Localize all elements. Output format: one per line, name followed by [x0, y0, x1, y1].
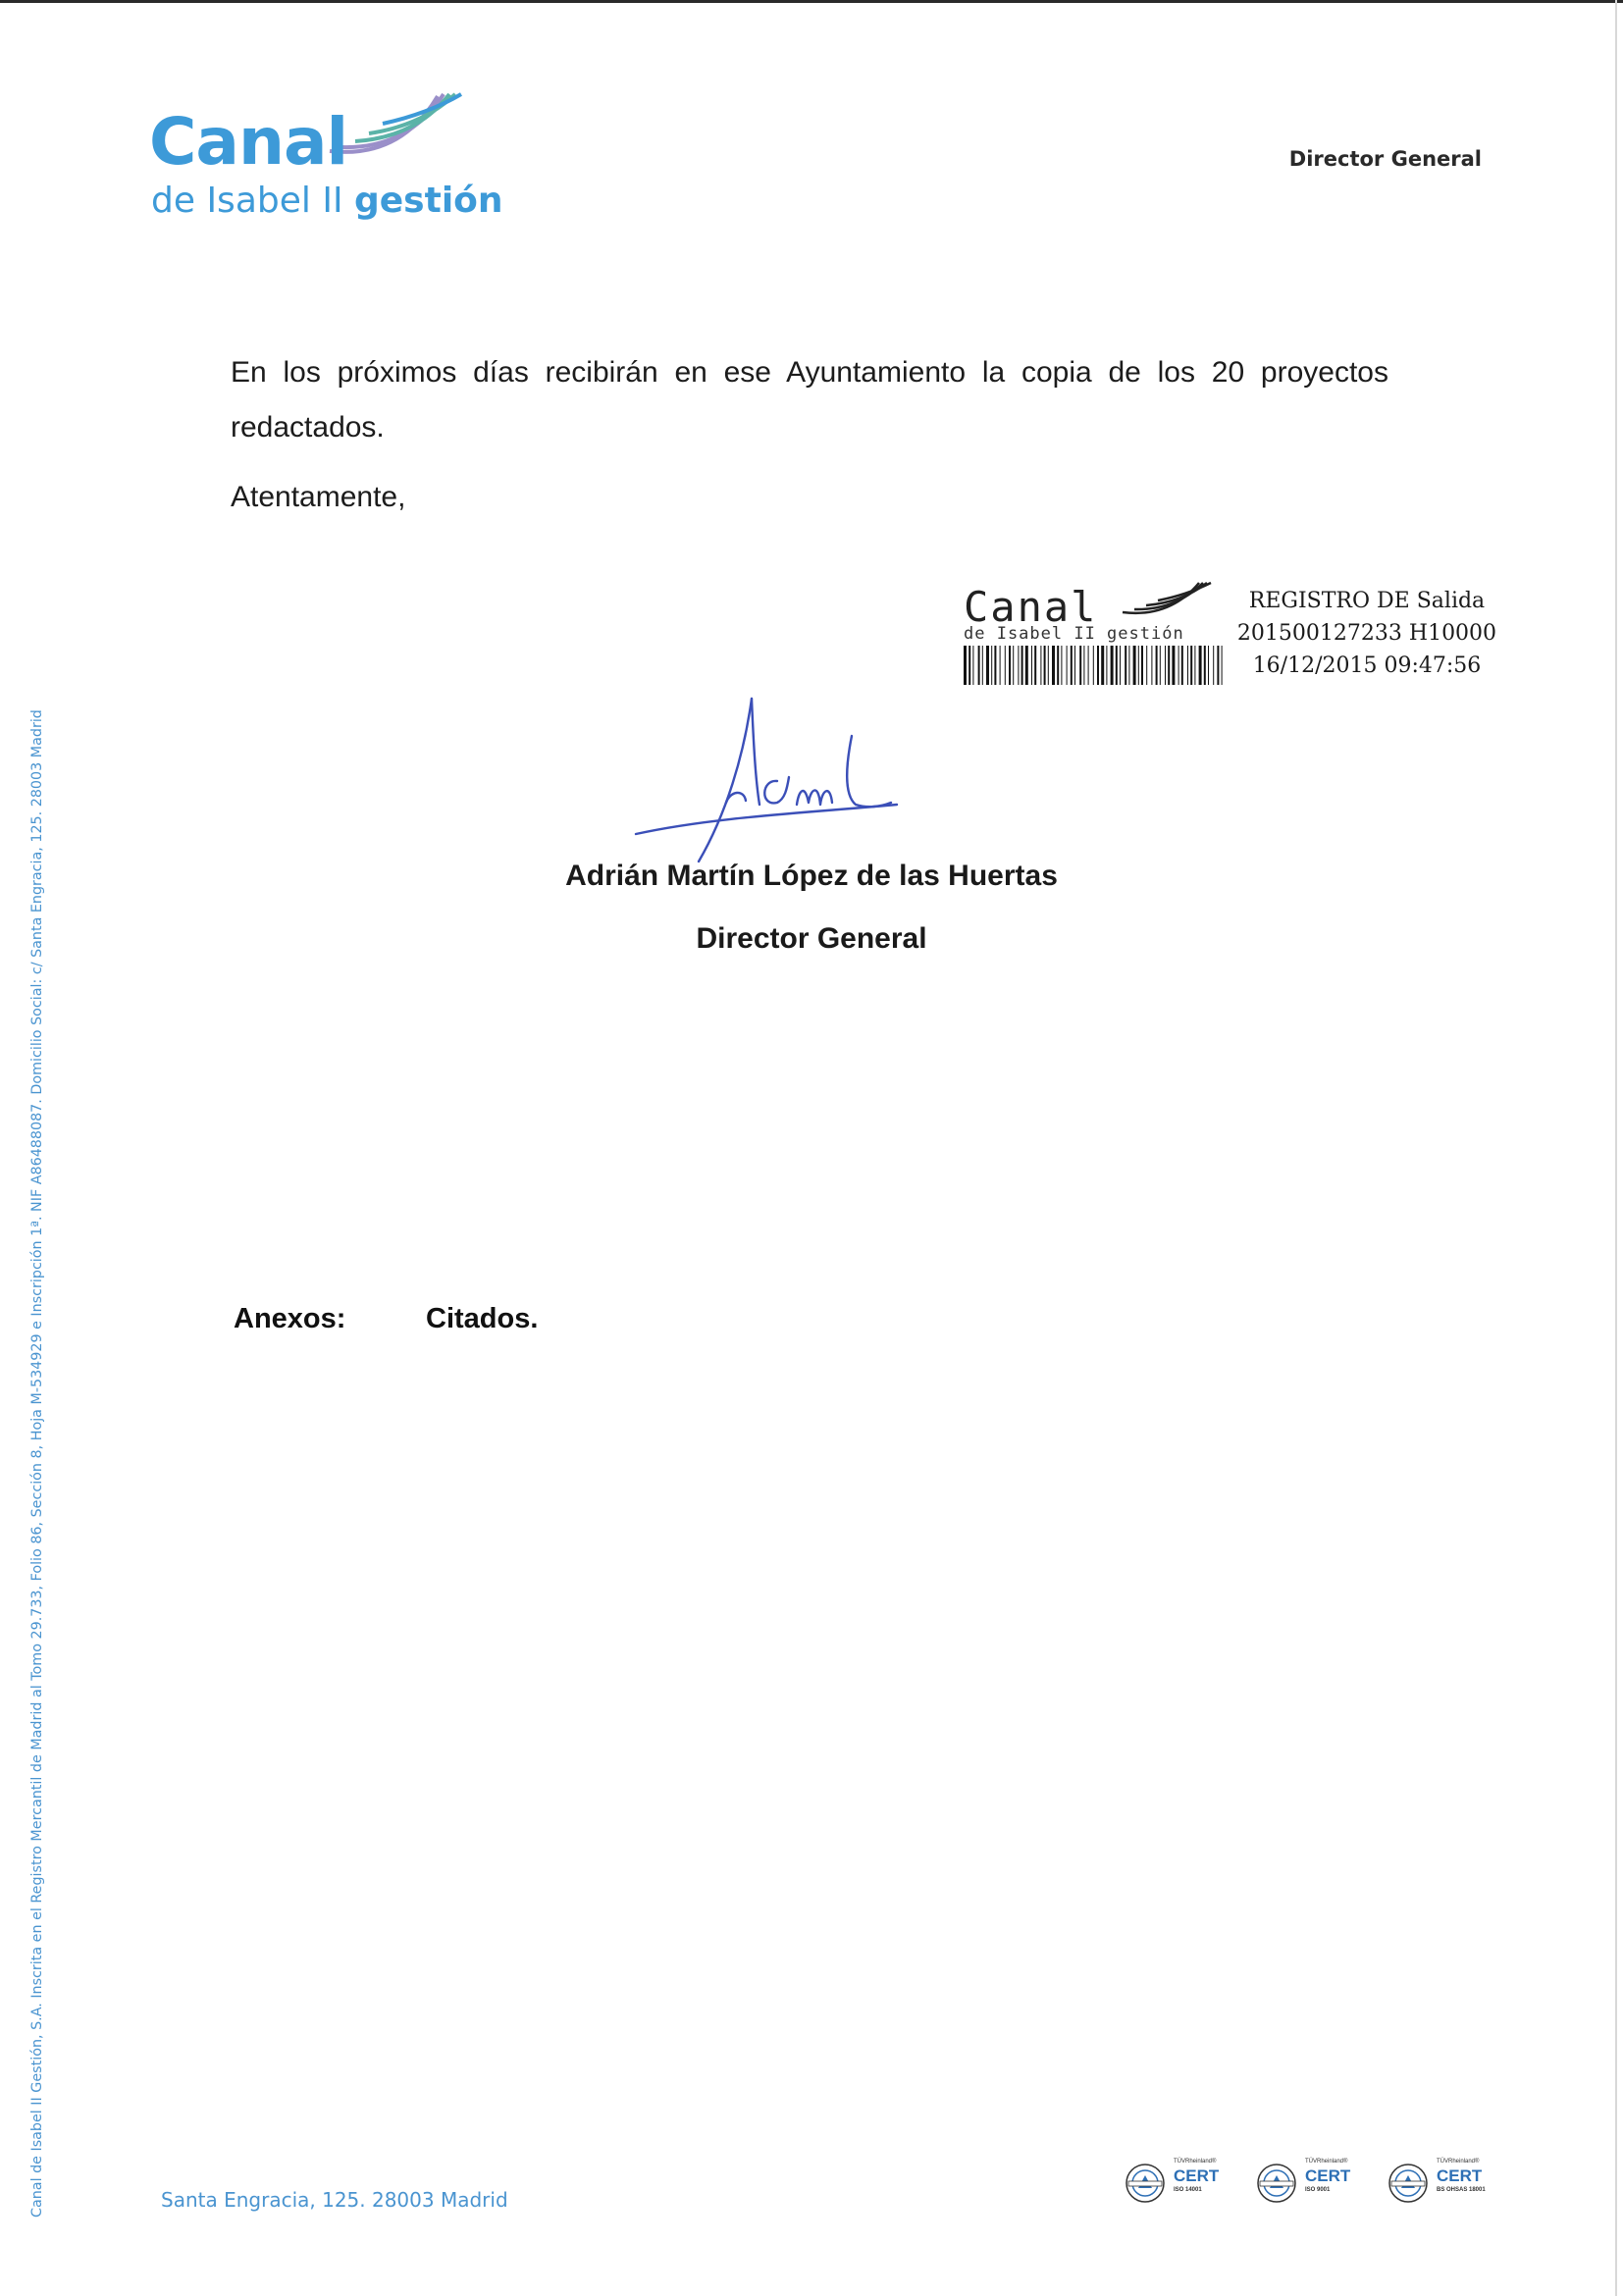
- cert-brand: TÜVRheinland®: [1437, 2159, 1480, 2165]
- barcode-bar: [1172, 646, 1175, 685]
- annex-value: Citados.: [426, 1303, 539, 1334]
- barcode-bar: [1009, 646, 1011, 685]
- barcode-bar: [1052, 646, 1055, 685]
- barcode-bar: [1165, 646, 1166, 685]
- annex-label: Anexos:: [234, 1303, 346, 1334]
- tuv-seal-icon: [1256, 2163, 1297, 2204]
- barcode-bar: [1160, 646, 1161, 685]
- barcode-bar: [1208, 646, 1209, 685]
- footer-address: Santa Engracia, 125. 28003 Madrid: [161, 2188, 508, 2212]
- letter-closing: Atentamente,: [231, 481, 406, 513]
- legal-footer-vertical: Canal de Isabel II Gestión, S.A. Inscrita en el Registro Mercantil de Madrid al Tomo 29.733, Folio 86, Sección 8, Hoja M-534929 e Inscripción 1ª. NIF A86488087. Domicilio Social: c/ Santa Engracia, 125. 28003 Madrid: [29, 709, 45, 2218]
- barcode-bar: [1071, 646, 1073, 685]
- barcode-bar: [1101, 646, 1104, 685]
- registration-stamp: [962, 579, 1511, 689]
- logo-wordmark-canal: Canal: [149, 104, 348, 180]
- barcode-bar: [1204, 646, 1206, 685]
- stamp-text: [1234, 585, 1499, 682]
- stamp-logo-arcs-icon: [1119, 579, 1217, 618]
- cert-label: CERT: [1305, 2166, 1351, 2185]
- barcode-bar: [1005, 646, 1006, 685]
- stamp-logo-sub: de Isabel II gestión: [964, 624, 1184, 644]
- page-right-edge: [1615, 0, 1617, 2296]
- signer-name: Adrián Martín López de las Huertas: [565, 860, 1058, 892]
- barcode-bar: [1057, 646, 1059, 685]
- barcode-bar: [1079, 646, 1081, 685]
- barcode-bar: [969, 646, 970, 685]
- barcode-bar: [1031, 646, 1032, 685]
- barcode-icon: [964, 646, 1227, 685]
- barcode-bar: [1138, 646, 1139, 685]
- barcode-bar: [1222, 646, 1223, 685]
- barcode-bar: [1106, 646, 1107, 685]
- page-top-edge: [0, 0, 1623, 3]
- cert-label: CERT: [1174, 2166, 1220, 2185]
- tuv-seal-icon: [1387, 2163, 1429, 2204]
- signer-title: Director General: [696, 922, 927, 955]
- barcode-bar: [991, 646, 992, 685]
- barcode-bar: [978, 646, 980, 685]
- cert-badge-1: [1125, 2159, 1232, 2208]
- company-logo: [149, 90, 503, 237]
- barcode-bar: [1097, 646, 1099, 685]
- barcode-bar: [1013, 646, 1014, 685]
- barcode-bar: [1034, 646, 1036, 685]
- barcode-bar: [1067, 646, 1068, 685]
- barcode-bar: [1040, 646, 1041, 685]
- barcode-bar: [1181, 646, 1183, 685]
- cert-standard: ISO 9001: [1305, 2187, 1331, 2193]
- barcode-bar: [1141, 646, 1143, 685]
- barcode-bar: [1120, 646, 1121, 685]
- stamp-title: REGISTRO DE Salida: [1248, 589, 1486, 613]
- barcode-bar: [982, 646, 983, 685]
- stamp-datetime: 16/12/2015 09:47:56: [1252, 653, 1482, 678]
- cert-badge-3: [1387, 2159, 1495, 2208]
- barcode-bar: [1061, 646, 1062, 685]
- barcode-bar: [1111, 646, 1114, 685]
- barcode-bar: [1000, 646, 1001, 685]
- barcode-bar: [964, 646, 967, 685]
- barcode-bar: [1168, 646, 1170, 685]
- cert-standard: ISO 14001: [1174, 2187, 1202, 2193]
- barcode-bar: [1074, 646, 1075, 685]
- logo-sub-light: de Isabel II: [151, 181, 354, 221]
- barcode-bar: [1190, 646, 1192, 685]
- barcode-bar: [1178, 646, 1179, 685]
- cert-standard: BS OHSAS 18001: [1437, 2187, 1486, 2193]
- handwritten-signature: [628, 687, 922, 863]
- stamp-logo-canal: Canal: [964, 583, 1098, 631]
- tuv-seal-icon: [1125, 2163, 1166, 2204]
- barcode-bar: [1199, 646, 1202, 685]
- barcode-bar: [1194, 646, 1195, 685]
- header-position: Director General: [1288, 147, 1482, 171]
- cert-badge-2: [1256, 2159, 1364, 2208]
- barcode-bar: [1151, 646, 1152, 685]
- barcode-bar: [1187, 646, 1188, 685]
- logo-wordmark-sub: [151, 183, 503, 219]
- barcode-bar: [1083, 646, 1084, 685]
- barcode-bar: [986, 646, 989, 685]
- barcode-bar: [1213, 646, 1214, 685]
- cert-label: CERT: [1437, 2166, 1483, 2185]
- barcode-bar: [1018, 646, 1019, 685]
- barcode-bar: [1044, 646, 1046, 685]
- barcode-bar: [1048, 646, 1049, 685]
- barcode-bar: [1217, 646, 1219, 685]
- barcode-bar: [1088, 646, 1089, 685]
- barcode-bar: [1156, 646, 1158, 685]
- barcode-bar: [994, 646, 996, 685]
- barcode-bar: [1133, 646, 1136, 685]
- barcode-bar: [1025, 646, 1028, 685]
- barcode-bar: [1146, 646, 1147, 685]
- barcode-bar: [972, 646, 973, 685]
- barcode-bar: [1021, 646, 1023, 685]
- certification-badges: [1125, 2159, 1507, 2208]
- cert-brand: TÜVRheinland®: [1305, 2159, 1348, 2165]
- barcode-bar: [1116, 646, 1118, 685]
- cert-brand: TÜVRheinland®: [1174, 2159, 1217, 2165]
- barcode-bar: [1125, 646, 1126, 685]
- logo-sub-bold: gestión: [354, 181, 503, 221]
- barcode-bar: [1128, 646, 1129, 685]
- stamp-number: 201500127233 H10000: [1236, 621, 1497, 646]
- barcode-bar: [1093, 646, 1094, 685]
- letter-body: En los próximos días recibirán en ese Ayuntamiento la copia de los 20 proyectos redactados.: [231, 356, 1388, 444]
